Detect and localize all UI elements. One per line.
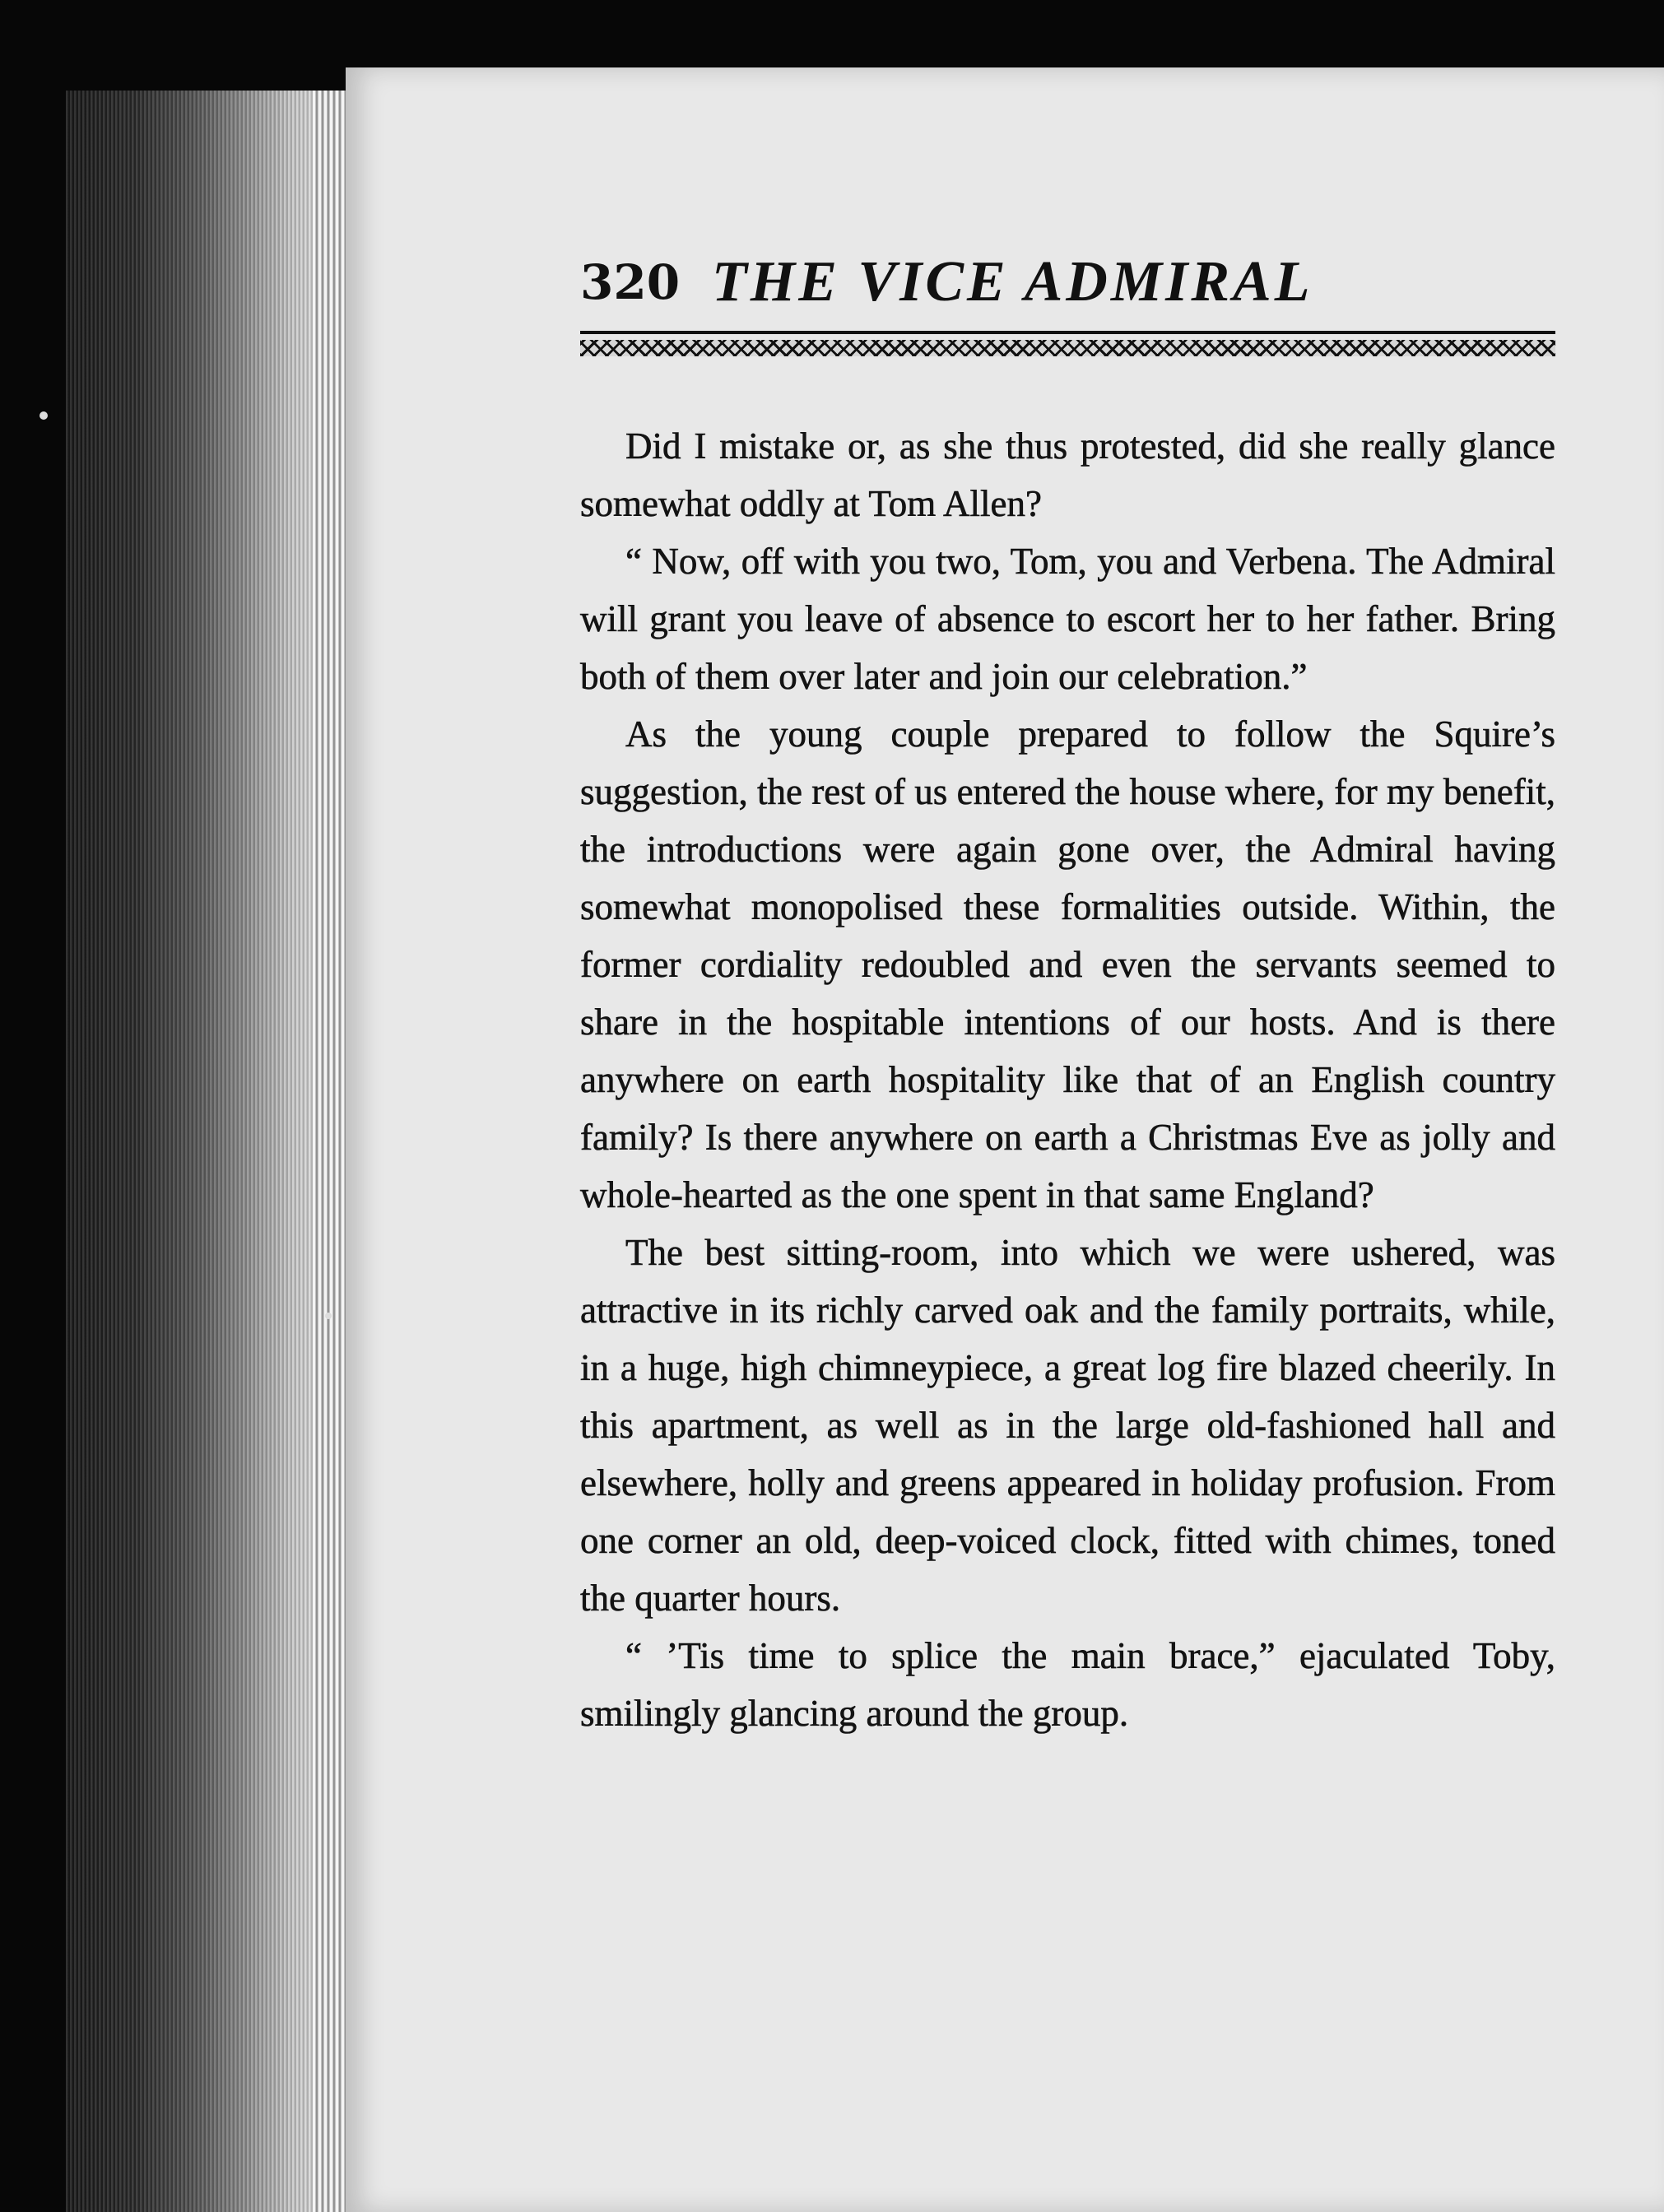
paragraph: “ ’Tis time to splice the main brace,” ejaculated Toby, smilingly glancing around the group. (580, 1635, 1555, 1734)
header-rule (580, 331, 1555, 334)
dust-speck (40, 411, 48, 420)
paragraph: Did I mistake or, as she thus protested, did she really glance somewhat oddly at Tom Allen? (580, 425, 1555, 524)
running-title: THE VICE ADMIRAL (712, 250, 1313, 314)
dust-speck (325, 1313, 332, 1319)
book-page (346, 67, 1664, 2212)
paragraph: As the young couple prepared to follow the Squire’s suggestion, the rest of us entered the house where, for my benefit, the introductions were again gone over, the Admiral having somewhat monopolised these formalities outside. Within, the former cordiality redoubled and even the servants seemed to share in the hospitable intentions of our hosts. And is there anywhere on earth hospitality like that of an English country family? Is there anywhere on earth a Christmas Eve as jolly and whole-hearted as the one spent in that same England? (580, 713, 1555, 1215)
page-number: 320 (580, 254, 681, 310)
running-header (580, 250, 1664, 327)
book-page-edges (66, 91, 346, 2212)
ornamental-border (580, 340, 1555, 356)
body-text (580, 417, 1555, 1742)
paragraph: “ Now, off with you two, Tom, you and Verbena. The Admiral will grant you leave of absence to escort her to her father. Bring both of them over later and join our celebration.” (580, 541, 1555, 697)
paragraph: The best sitting-room, into which we were ushered, was attractive in its richly carved oak and the family portraits, while, in a huge, high chimneypiece, a great log fire blazed cheerily. In this apartment, as well as in the large old-fashioned hall and elsewhere, holly and greens appeared in holiday profusion. From one corner an old, deep-voiced clock, fitted with chimes, toned the quarter hours. (580, 1232, 1555, 1619)
